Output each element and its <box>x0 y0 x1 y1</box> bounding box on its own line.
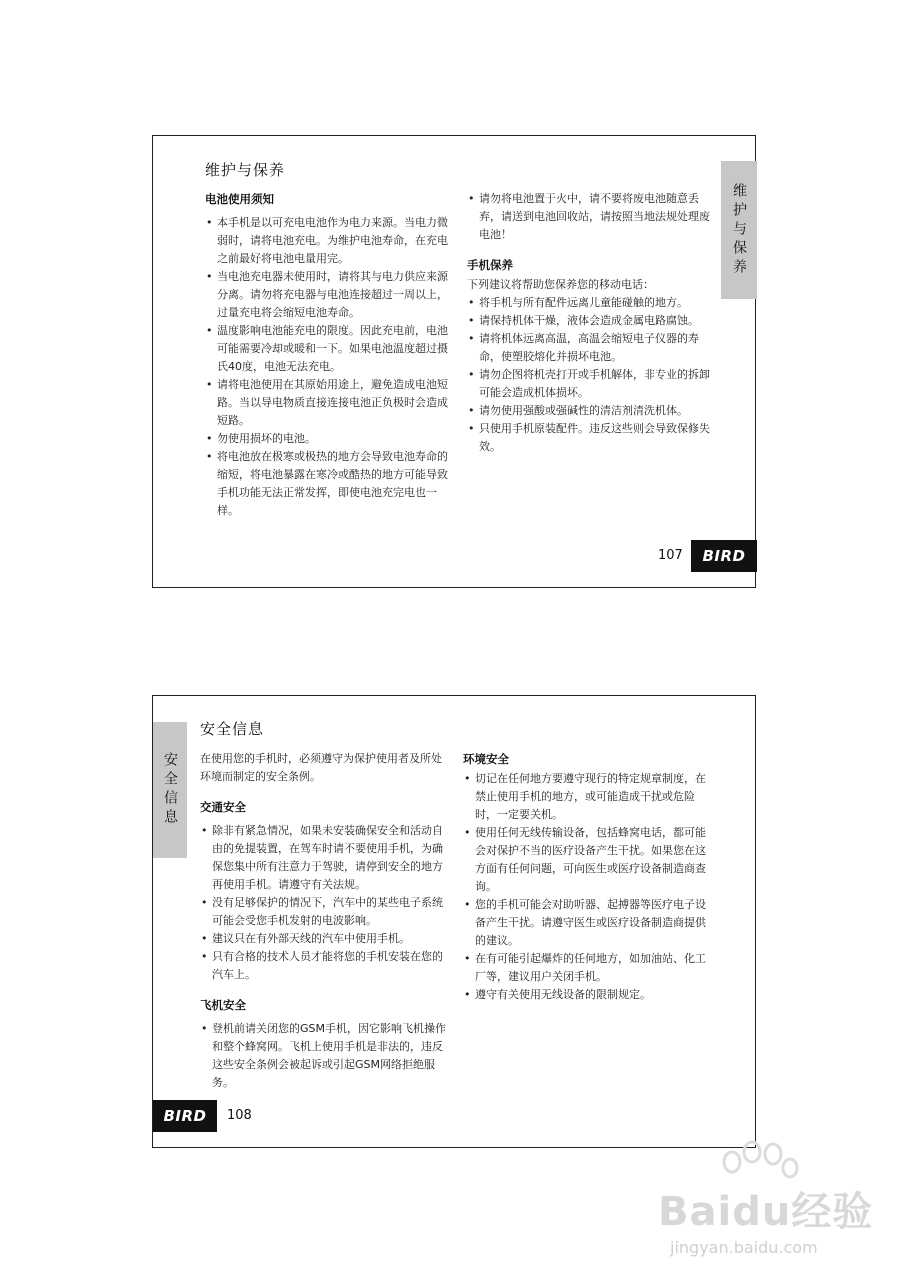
bird-logo: BIRD <box>691 540 757 572</box>
list-item: • 只有合格的技术人员才能将您的手机安装在您的汽车上。 <box>200 948 452 984</box>
list-item: • 遵守有关使用无线设备的限制规定。 <box>463 986 715 1004</box>
list-item: • 当电池充电器未使用时，请将其与电力供应来源分离。请勿将充电器与电池连接超过一周以上，过量充电将会缩短电池寿命。 <box>205 268 455 322</box>
section-intro: 在使用您的手机时，必须遵守为保护使用者及所处环境而制定的安全条例。 <box>200 752 442 783</box>
right-column <box>467 190 717 456</box>
page-number: 108 <box>227 1108 252 1123</box>
section-intro: 下列建议将帮助您保养您的移动电话： <box>467 278 654 291</box>
right-column <box>463 750 715 1004</box>
list-item: • 请将电池使用在其原始用途上，避免造成电池短路。当以导电物质直接连接电池正负极时会造成短路。 <box>205 376 455 430</box>
list-item: • 在有可能引起爆炸的任何地方，如加油站、化工厂等，建议用户关闭手机。 <box>463 950 715 986</box>
page-number: 107 <box>658 548 683 563</box>
list-item: • 勿使用损坏的电池。 <box>205 430 455 448</box>
phone-care-list <box>467 294 717 456</box>
watermark-brand: Baidu经验 <box>658 1189 874 1235</box>
environment-list <box>463 770 715 1004</box>
list-item: • 您的手机可能会对助听器、起搏器等医疗电子设备产生干扰。请遵守医生或医疗设备制造商提供的建议。 <box>463 896 715 950</box>
section-heading-phone-care: 手机保养 <box>467 258 513 272</box>
page-title: 安全信息 <box>200 720 265 738</box>
section-heading-traffic: 交通安全 <box>200 800 246 814</box>
list-item: • 请勿将电池置于火中，请不要将废电池随意丢弃，请送到电池回收站，请按照当地法规处理废电池！ <box>467 190 717 244</box>
battery-list <box>205 214 455 520</box>
list-item: • 本手机是以可充电电池作为电力来源。当电力微弱时，请将电池充电。为维护电池寿命，在充电之前最好将电池电量用完。 <box>205 214 455 268</box>
list-item: • 建议只在有外部天线的汽车中使用手机。 <box>200 930 452 948</box>
list-item: • 请勿使用强酸或强碱性的清洁剂清洗机体。 <box>467 402 717 420</box>
flight-list <box>200 1020 452 1092</box>
page-title: 维护与保养 <box>205 161 286 179</box>
list-item: • 使用任何无线传输设备，包括蜂窝电话，都可能会对保护不当的医疗设备产生干扰。如果您在这方面有任何问题，可向医生或医疗设备制造商查询。 <box>463 824 715 896</box>
list-item: • 温度影响电池能充电的限度。因此充电前，电池可能需要冷却或暖和一下。如果电池温度超过摄氏40度，电池无法充电。 <box>205 322 455 376</box>
list-item: • 没有足够保护的情况下，汽车中的某些电子系统可能会受您手机发射的电波影响。 <box>200 894 452 930</box>
list-item: • 只使用手机原装配件。违反这些则会导致保修失效。 <box>467 420 717 456</box>
baidu-watermark <box>640 1140 880 1257</box>
traffic-list <box>200 822 452 984</box>
left-column <box>205 190 455 520</box>
list-item: • 请将机体远离高温，高温会缩短电子仪器的寿命，使塑胶熔化并损坏电池。 <box>467 330 717 366</box>
list-item: • 请保持机体干燥，液体会造成金属电路腐蚀。 <box>467 312 717 330</box>
section-heading-environment: 环境安全 <box>463 752 509 766</box>
side-tab-maintenance: 维护与保养 <box>721 161 757 299</box>
page-107 <box>152 135 756 588</box>
section-heading-battery: 电池使用须知 <box>205 192 274 206</box>
list-item: • 将电池放在极寒或极热的地方会导致电池寿命的缩短，将电池暴露在寒冷或酷热的地方可能导致手机功能无法正常发挥，即使电池充完电也一样。 <box>205 448 455 520</box>
section-heading-flight: 飞机安全 <box>200 998 246 1012</box>
list-item: • 登机前请关闭您的GSM手机，因它影响飞机操作和整个蜂窝网。飞机上使用手机是非法的，违反这些安全条例会被起诉或引起GSM网络拒绝服务。 <box>200 1020 452 1092</box>
list-item: • 切记在任何地方要遵守现行的特定规章制度，在禁止使用手机的地方，或可能造成干扰或危险时，一定要关机。 <box>463 770 715 824</box>
list-item: • 除非有紧急情况，如果未安装确保安全和活动自由的免提装置，在驾车时请不要使用手机，为确保您集中所有注意力于驾驶，请停到安全的地方再使用手机。请遵守有关法规。 <box>200 822 452 894</box>
side-tab-safety: 安全信息 <box>153 722 187 858</box>
bird-logo: BIRD <box>153 1100 217 1132</box>
left-column <box>200 750 452 1092</box>
watermark-url: jingyan.baidu.com <box>670 1238 818 1257</box>
page-108 <box>152 695 756 1148</box>
list-item: • 将手机与所有配件远离儿童能碰触的地方。 <box>467 294 717 312</box>
list-item: • 请勿企图将机壳打开或手机解体，非专业的拆卸可能会造成机体损坏。 <box>467 366 717 402</box>
battery-disposal-list <box>467 190 717 244</box>
